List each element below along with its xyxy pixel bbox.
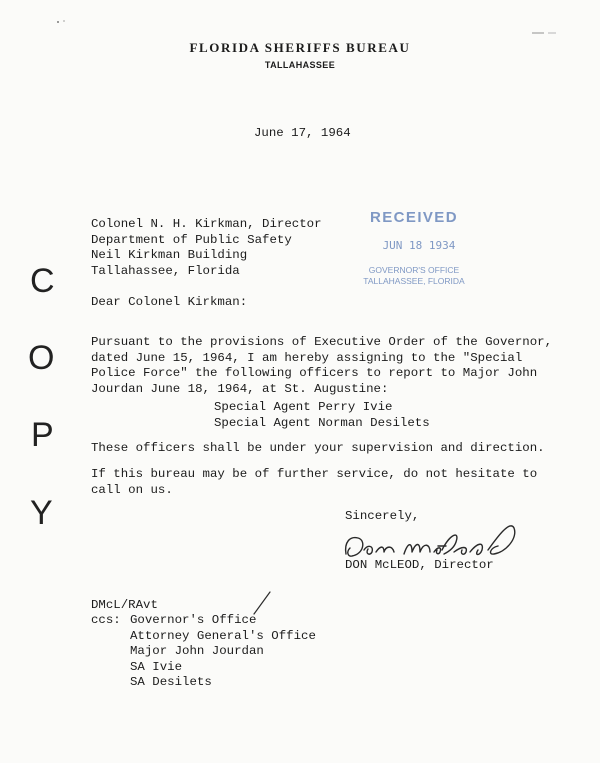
- copy-mark-c: C: [30, 262, 55, 300]
- reference-initials: DMcL/RAvt: [91, 598, 158, 612]
- signature: [338, 512, 528, 564]
- stamp-location: TALLAHASSEE, FLORIDA: [363, 276, 465, 286]
- recipient-line: Tallahassee, Florida: [91, 263, 240, 278]
- salutation: Dear Colonel Kirkman:: [91, 295, 248, 309]
- body-paragraph-1: [91, 335, 552, 397]
- body-paragraph-2: These officers shall be under your supervision and direction.: [91, 441, 545, 455]
- received-stamp: [350, 209, 478, 286]
- paragraph-line: call on us.: [91, 482, 173, 497]
- cc-list: [130, 613, 316, 691]
- paragraph-line: Jourdan June 18, 1964, at St. Augustine:: [91, 381, 389, 396]
- paragraph-line: Police Force" the following officers to report to Major John: [91, 366, 538, 380]
- recipient-address: [91, 217, 322, 279]
- paragraph-line: If this bureau may be of further service, do not hesitate to: [91, 467, 538, 481]
- recipient-line: Neil Kirkman Building: [91, 248, 248, 262]
- stamp-date: JUN 18 1934: [382, 239, 456, 252]
- officer-item: Special Agent Perry Ivie: [214, 400, 393, 414]
- check-mark: [252, 589, 274, 617]
- stamp-office: GOVERNOR'S OFFICE: [368, 265, 460, 275]
- cc-recipient: SA Desilets: [130, 675, 212, 689]
- cc-label: ccs:: [91, 613, 121, 627]
- copy-mark-y: Y: [30, 494, 53, 532]
- paragraph-line: Pursuant to the provisions of Executive Order of the Governor,: [91, 335, 553, 349]
- cc-recipient: Governor's Office: [130, 613, 257, 627]
- stamp-title: RECEIVED: [370, 209, 458, 226]
- body-paragraph-3: [91, 467, 537, 498]
- copy-mark-p: P: [31, 416, 54, 454]
- copy-mark-o: O: [28, 339, 55, 377]
- recipient-line: Colonel N. H. Kirkman, Director: [91, 217, 322, 231]
- recipient-line: Department of Public Safety: [91, 232, 292, 247]
- officer-list: [214, 400, 430, 431]
- cc-recipient: Major John Jourdan: [130, 644, 264, 658]
- signer-name: DON McLEOD, Director: [345, 558, 494, 572]
- paper-specks: [0, 0, 600, 40]
- paragraph-line: dated June 15, 1964, I am hereby assigning to the "Special: [91, 350, 523, 365]
- letter-date: June 17, 1964: [254, 126, 351, 140]
- cc-recipient: Attorney General's Office: [130, 628, 316, 643]
- letterhead-org: FLORIDA SHERIFFS BUREAU: [189, 40, 411, 55]
- cc-recipient: SA Ivie: [130, 659, 183, 674]
- officer-item: Special Agent Norman Desilets: [214, 415, 430, 430]
- closing: Sincerely,: [345, 509, 420, 523]
- letterhead-city: TALLAHASSEE: [264, 60, 336, 70]
